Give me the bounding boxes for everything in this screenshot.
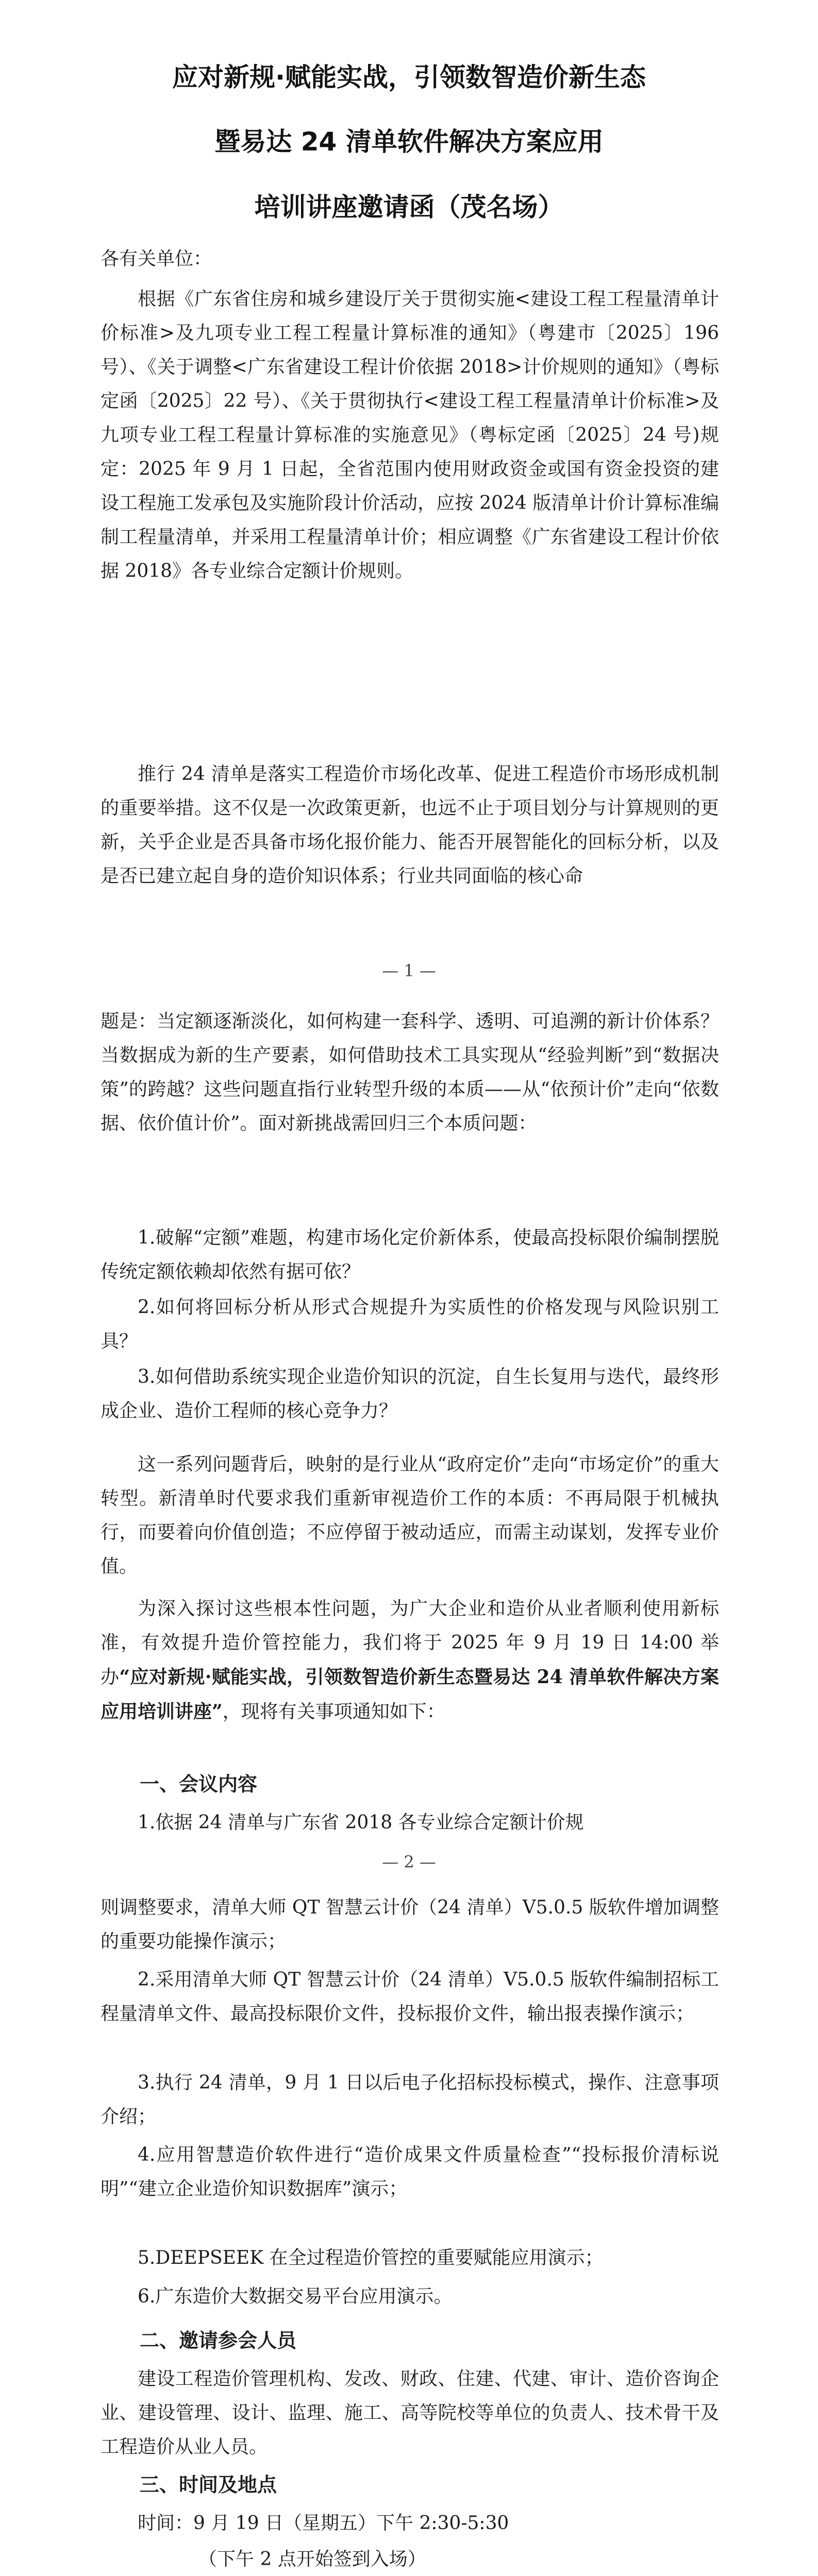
section-3-heading: 三、时间及地点 xyxy=(140,2473,277,2496)
checkin-note: （下午 2 点开始签到入场） xyxy=(198,2549,426,2570)
content-item-3: 3.执行 24 清单，9 月 1 日以后电子化招标投标模式，操作、注意事项介绍； xyxy=(101,2072,719,2127)
transformation-paragraph: 这一系列问题背后，映射的是行业从“政府定价”走向“市场定价”的重大转型。新清单时代要求我们重新审视造价工作的本质：不再局限于机械执行，而要着向价值创造；不应停留于被动适应，而需主动谋划，发挥专业价值。 xyxy=(101,1454,719,1577)
question-1: 1.破解“定额”难题，构建市场化定价新体系，使最高投标限价编制摆脱传统定额依赖却依然有据可依？ xyxy=(101,1227,719,1282)
invited-attendees: 建设工程造价管理机构、发改、财政、住建、代建、审计、造价咨询企业、建设管理、设计、监理、施工、高等院校等单位的负责人、技术骨干及工程造价从业人员。 xyxy=(101,2368,719,2458)
content-item-1a: 1.依据 24 清单与广东省 2018 各专业综合定额计价规 xyxy=(138,1812,584,1833)
content-item-6: 6.广东造价大数据交易平台应用演示。 xyxy=(138,2286,453,2307)
content-item-1b: 则调整要求，清单大师 QT 智慧云计价（24 清单）V5.0.5 版软件增加调整的重要功能操作演示； xyxy=(101,1897,719,1952)
question-3: 3.如何借助系统实现企业造价知识的沉淀，自生长复用与迭代，最终形成企业、造价工程师的核心竞争力？ xyxy=(101,1366,719,1421)
invitation-paragraph xyxy=(101,1592,719,1729)
question-2: 2.如何将回标分析从形式合规提升为实质性的价格发现与风险识别工具？ xyxy=(101,1297,719,1352)
event-name: “应对新规·赋能实战，引领数智造价新生态暨易达 24 清单软件解决方案应用培训讲座” xyxy=(101,1666,719,1722)
invitation-suffix: ，现将有关事项通知如下： xyxy=(222,1701,445,1722)
content-item-5: 5.DEEPSEEK 在全过程造价管控的重要赋能应用演示； xyxy=(138,2247,604,2268)
title-line-1: 应对新规·赋能实战，引领数智造价新生态 xyxy=(172,62,646,92)
section-1-heading: 一、会议内容 xyxy=(140,1773,258,1795)
intro-paragraph-1: 根据《广东省住房和城乡建设厅关于贯彻实施<建设工程工程量清单计价标准>及九项专业工程工程量计算标准的通知》（粤建市〔2025〕196号）、《关于调整<广东省建设工程计价依据 2018>计价规则的通知》（粤标定函〔2025〕22 号）、《关于贯彻执行<建设工程工程量清单计价标准>及九项专业工程工程量计算标准的实施意见》（粤标定函〔2025〕24 号)规定：2025 年 9 月 1 日起，全省范围内使用财政资金或国有资金投资的建设工程施工发承包及实施阶段计价活动，应按 2024 版清单计价计算标准编制工程量清单，并采用工程量清单计价；相应调整《广东省建设工程计价依据 2018》各专业综合定额计价规则。 xyxy=(101,289,719,582)
page-number-2: — 2 — xyxy=(382,1852,436,1872)
intro-paragraph-2b: 题是：当定额逐渐淡化，如何构建一套科学、透明、可追溯的新计价体系？当数据成为新的生产要素，如何借助技术工具实现从“经验判断”到“数据决策”的跨越？这些问题直指行业转型升级的本质——从“依预计价”走向“依数据、依价值计价”。面对新挑战需回归三个本质问题： xyxy=(101,1011,719,1134)
intro-paragraph-2a: 推行 24 清单是落实工程造价市场化改革、促进工程造价市场形成机制的重要举措。这不仅是一次政策更新，也远不止于项目划分与计算规则的更新，关乎企业是否具备市场化报价能力、能否开展智能化的回标分析，以及是否已建立起自身的造价知识体系；行业共同面临的核心命 xyxy=(101,764,719,887)
title-line-3: 培训讲座邀请函（茂名场） xyxy=(254,192,564,222)
section-2-heading: 二、邀请参会人员 xyxy=(140,2329,297,2352)
event-time: 时间：9 月 19 日（星期五）下午 2:30-5:30 xyxy=(138,2513,509,2534)
title-line-2: 暨易达 24 清单软件解决方案应用 xyxy=(214,127,604,157)
page-number-1: — 1 — xyxy=(382,961,436,980)
greeting: 各有关单位： xyxy=(101,248,212,269)
invitation-prefix: 为深入探讨这些根本性问题，为广大企业和造价从业者顺利使用新标准，有效提升造价管控能力，我们将于 2025 年 9 月 19 日 14:00 举办 xyxy=(101,1598,719,1688)
content-item-2: 2.采用清单大师 QT 智慧云计价（24 清单）V5.0.5 版软件编制招标工程量清单文件、最高投标限价文件，投标报价文件，输出报表操作演示； xyxy=(101,1969,719,2024)
content-item-4: 4.应用智慧造价软件进行“造价成果文件质量检查”“投标报价清标说明”“建立企业造价知识数据库”演示； xyxy=(101,2144,719,2199)
